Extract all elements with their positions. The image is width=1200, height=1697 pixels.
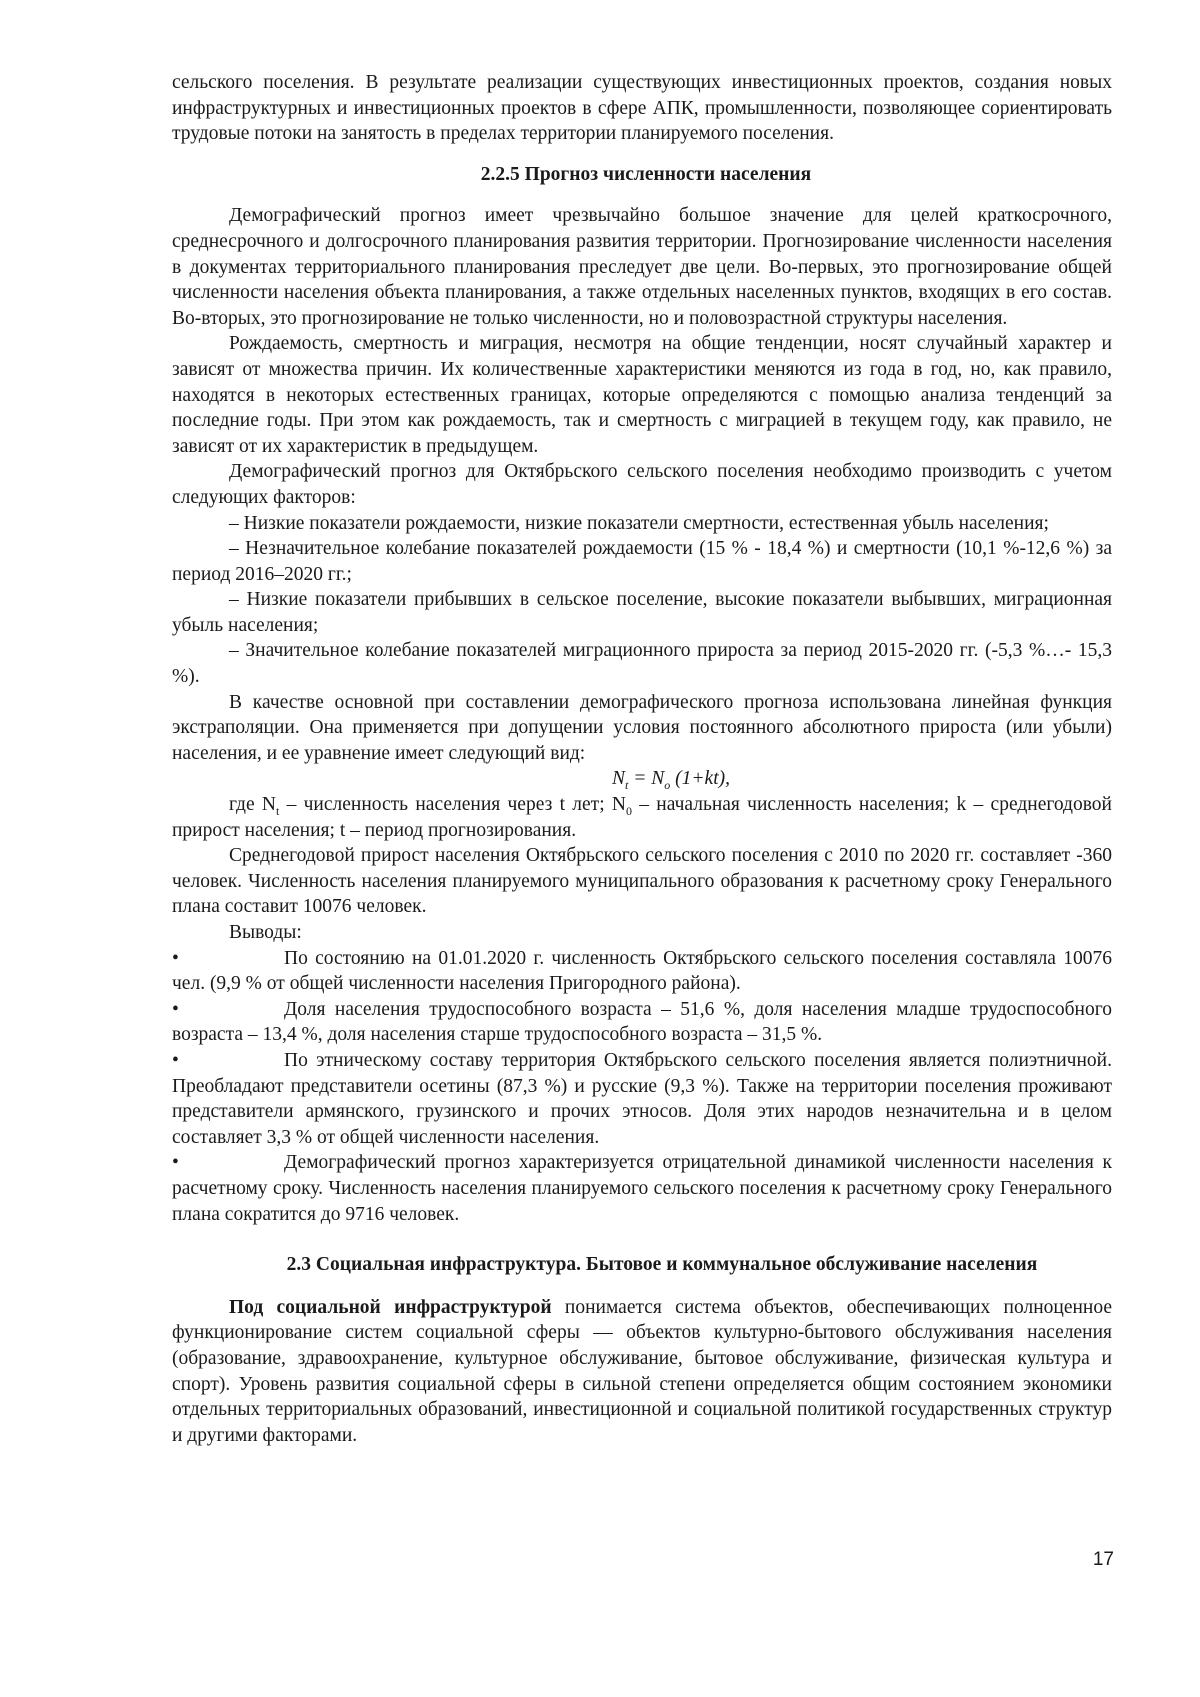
conclusion-item-3: [172, 1048, 1112, 1150]
formula-subscript: o: [664, 778, 671, 793]
conclusion-item-2: [172, 997, 1112, 1048]
bullet-marker: •: [172, 1049, 179, 1071]
factor-item-1: – Низкие показатели рождаемости, низкие показатели смертности, естественная убыль населения;: [229, 512, 1049, 534]
legend-part: – начальная численность населения; k – среднегодовой прирост населения; t – период прогнозирования.: [172, 794, 1112, 841]
factor-item-3: – Низкие показатели прибывших в сельское поселение, высокие показатели выбывших, миграционная убыль населения;: [172, 589, 1112, 636]
factor-item-2: – Незначительное колебание показателей рождаемости (15 % - 18,4 %) и смертности (10,1 %-12,6 %) за период 2016–2020 гг.;: [172, 538, 1112, 585]
legend-subscript: t: [275, 803, 280, 818]
definition-text: понимается система объектов, обеспечивающих полноценное функционирование систем социальной сферы — объектов культурно-бытового обслуживания населения (образование, здравоохранение, культурное обслуживание, бытовое обслуживание, физическая культура и спорт). Уровень развития социальной сферы в сильной степени определяется общим состоянием экономики отдельных территориальных образований, инвестиционной и социальной политикой государственных структур и другими факторами.: [172, 1296, 1112, 1446]
factor-item-4: – Значительное колебание показателей миграционного прироста за период 2015-2020 гг. (-5,3 %…- 15,3 %).: [172, 640, 1112, 688]
formula-linear-extrapolation: [172, 766, 1112, 792]
section-heading-2-2-5: 2.2.5 Прогноз численности населения: [480, 163, 812, 185]
conclusion-text: По этническому составу территория Октябрьского сельского поселения является полиэтничной. Преобладают представители осетины (87,3 %) и русские (9,3 %). Также на территории поселения проживают представители армянского, грузинского и прочих этносов. Доля этих народов незначительна и в целом составляет 3,3 % от общей численности населения.: [172, 1049, 1112, 1148]
page-content: [172, 70, 1112, 1448]
formula-part: (1+kt),: [670, 768, 730, 790]
paragraph-forecast-importance: Демографический прогноз имеет чрезвычайно большое значение для целей краткосрочного, среднесрочного и долгосрочного планирования развития территории. Прогнозирование численности населения в документах территориального планирования преследует две цели. Во-первых, это прогнозирование общей численности населения объекта планирования, а также отдельных населенных пунктов, входящих в его состав. Во-вторых, это прогнозирование не только численности, но и половозрастной структуры населения.: [172, 205, 1112, 329]
legend-part: – численность населения через t лет; N: [279, 794, 626, 816]
paragraph-birth-death-migration: Рождаемость, смертность и миграция, несмотря на общие тенденции, носят случайный характер и зависят от множества причин. Их количественные характеристики меняются из года в год, но, как правило, находятся в некоторых естественных границах, которые определяются с помощью анализа тенденций за последние годы. При этом как рождаемость, так и смертность с миграцией в текущем году, как правило, не зависят от их характеристик в предыдущем.: [172, 333, 1112, 457]
paragraph-average-growth: Среднегодовой прирост населения Октябрьского сельского поселения с 2010 по 2020 гг. составляет -360 человек. Численность населения планируемого муниципального образования к расчетному сроку Генерального плана составит 10076 человек.: [172, 845, 1112, 918]
bullet-marker: •: [172, 1152, 179, 1174]
paragraph-formula-legend: [172, 792, 1112, 843]
bullet-marker: •: [172, 947, 179, 969]
paragraph-social-infrastructure: [172, 1295, 1112, 1449]
legend-part: где N: [229, 794, 276, 816]
bullet-marker: •: [172, 998, 179, 1020]
conclusion-item-1: [172, 946, 1112, 997]
conclusion-text: Доля населения трудоспособного возраста – 51,6 %, доля населения младше трудоспособного возраста – 13,4 %, доля населения старше трудоспособного возраста – 31,5 %.: [172, 998, 1112, 1046]
page-number: 17: [1092, 1549, 1114, 1570]
formula-subscript: t: [625, 778, 629, 793]
formula-part: = N: [628, 768, 665, 790]
conclusion-item-4: [172, 1150, 1112, 1227]
paragraph-forecast-factors-intro: Демографический прогноз для Октябрьского сельского поселения необходимо производить с учетом следующих факторов:: [172, 461, 1112, 508]
term-bold: Под социальной инфраструктурой: [229, 1296, 552, 1318]
legend-subscript: 0: [625, 803, 632, 818]
paragraph-intro-continuation: сельского поселения. В результате реализации существующих инвестиционных проектов, создания новых инфраструктурных и инвестиционных проектов в сфере АПК, промышленности, позволяющее сориентировать трудовые потоки на занятость в пределах территории планируемого поселения.: [172, 72, 1112, 145]
conclusion-text: Демографический прогноз характеризуется отрицательной динамикой численности населения к расчетному сроку. Численность населения планируемого сельского поселения к расчетному сроку Генерального плана сократится до 9716 человек.: [172, 1152, 1112, 1225]
section-heading-2-3: 2.3 Социальная инфраструктура. Бытовое и коммунальное обслуживание населения: [286, 1254, 1038, 1276]
conclusion-text: По состоянию на 01.01.2020 г. численность Октябрьского сельского поселения составляла 10076 чел. (9,9 % от общей численности населения Пригородного района).: [172, 947, 1112, 995]
formula-part: N: [612, 768, 626, 790]
paragraph-extrapolation-method: В качестве основной при составлении демографического прогноза использована линейная функция экстраполяции. Она применяется при допущении условия постоянного абсолютного прироста (или убыли) населения, и ее уравнение имеет следующий вид:: [172, 691, 1112, 764]
paragraph-conclusions-label: Выводы:: [229, 922, 302, 943]
